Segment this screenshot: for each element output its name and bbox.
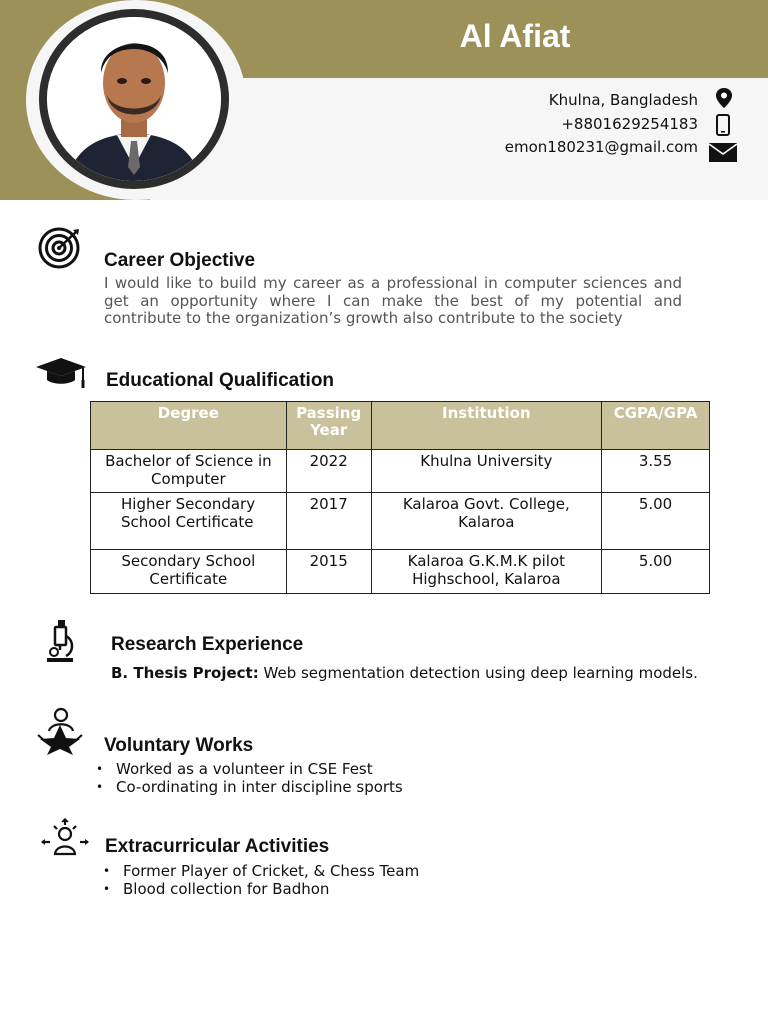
target-icon	[37, 227, 83, 273]
column-header-institution: Institution	[371, 402, 601, 450]
research-text: Web segmentation detection using deep learning models.	[263, 664, 698, 682]
column-header-degree: Degree	[91, 402, 287, 450]
list-item: • Blood collection for Badhon	[103, 880, 330, 898]
degree-cell: Secondary School Certificate	[91, 550, 287, 594]
candidate-name: Al Afiat	[459, 18, 571, 54]
list-item: • Former Player of Cricket, & Chess Team	[103, 862, 420, 880]
bullet-icon: •	[96, 762, 104, 776]
extracurricular-list	[103, 862, 419, 898]
person-ideas-icon	[40, 818, 90, 862]
table-row	[91, 493, 710, 550]
year-cell: 2022	[286, 450, 371, 493]
career-objective-text: I would like to build my career as a professional in computer sciences and get an opportunity where I can make the best of my potential and contribute to the organization’s growth also contribute to the society	[104, 274, 682, 327]
education-table	[90, 401, 710, 594]
column-header-passing-year: Passing Year	[286, 402, 371, 450]
contact-phone: +8801629254183	[561, 115, 698, 133]
graduation-cap-icon	[35, 357, 89, 393]
table-row	[91, 450, 710, 493]
research-label: B. Thesis Project:	[111, 664, 259, 682]
bullet-icon: •	[103, 882, 111, 896]
voluntary-title: Voluntary Works	[104, 735, 254, 756]
contact-location: Khulna, Bangladesh	[548, 91, 698, 109]
envelope-icon	[709, 143, 737, 166]
voluntary-list	[96, 760, 403, 796]
degree-cell: Bachelor of Science in Computer	[91, 450, 287, 493]
profile-photo	[47, 17, 221, 181]
institution-cell: Khulna University	[371, 450, 601, 493]
education-title: Educational Qualification	[106, 370, 335, 391]
research-title: Research Experience	[111, 634, 304, 655]
degree-cell: Higher Secondary School Certificate	[91, 493, 287, 550]
year-cell: 2015	[286, 550, 371, 594]
gpa-cell: 5.00	[602, 550, 710, 594]
mobile-phone-icon	[716, 114, 730, 140]
bullet-icon: •	[96, 780, 104, 794]
extracurricular-title: Extracurricular Activities	[105, 836, 330, 857]
location-pin-icon	[715, 87, 733, 113]
career-objective-title: Career Objective	[104, 250, 256, 271]
research-entry	[111, 664, 698, 682]
gpa-cell: 3.55	[602, 450, 710, 493]
list-item: • Worked as a volunteer in CSE Fest	[96, 760, 373, 778]
bullet-icon: •	[103, 864, 111, 878]
contact-email: emon180231@gmail.com	[504, 138, 698, 156]
table-header-row	[91, 402, 710, 450]
microscope-icon	[44, 618, 76, 668]
list-item: • Co-ordinating in inter discipline sports	[96, 778, 403, 796]
institution-cell: Kalaroa G.K.M.K pilot Highschool, Kalaroa	[371, 550, 601, 594]
year-cell: 2017	[286, 493, 371, 550]
institution-cell: Kalaroa Govt. College, Kalaroa	[371, 493, 601, 550]
column-header-gpa: CGPA/GPA	[602, 402, 710, 450]
volunteer-star-icon	[35, 707, 85, 759]
gpa-cell: 5.00	[602, 493, 710, 550]
table-row	[91, 550, 710, 594]
